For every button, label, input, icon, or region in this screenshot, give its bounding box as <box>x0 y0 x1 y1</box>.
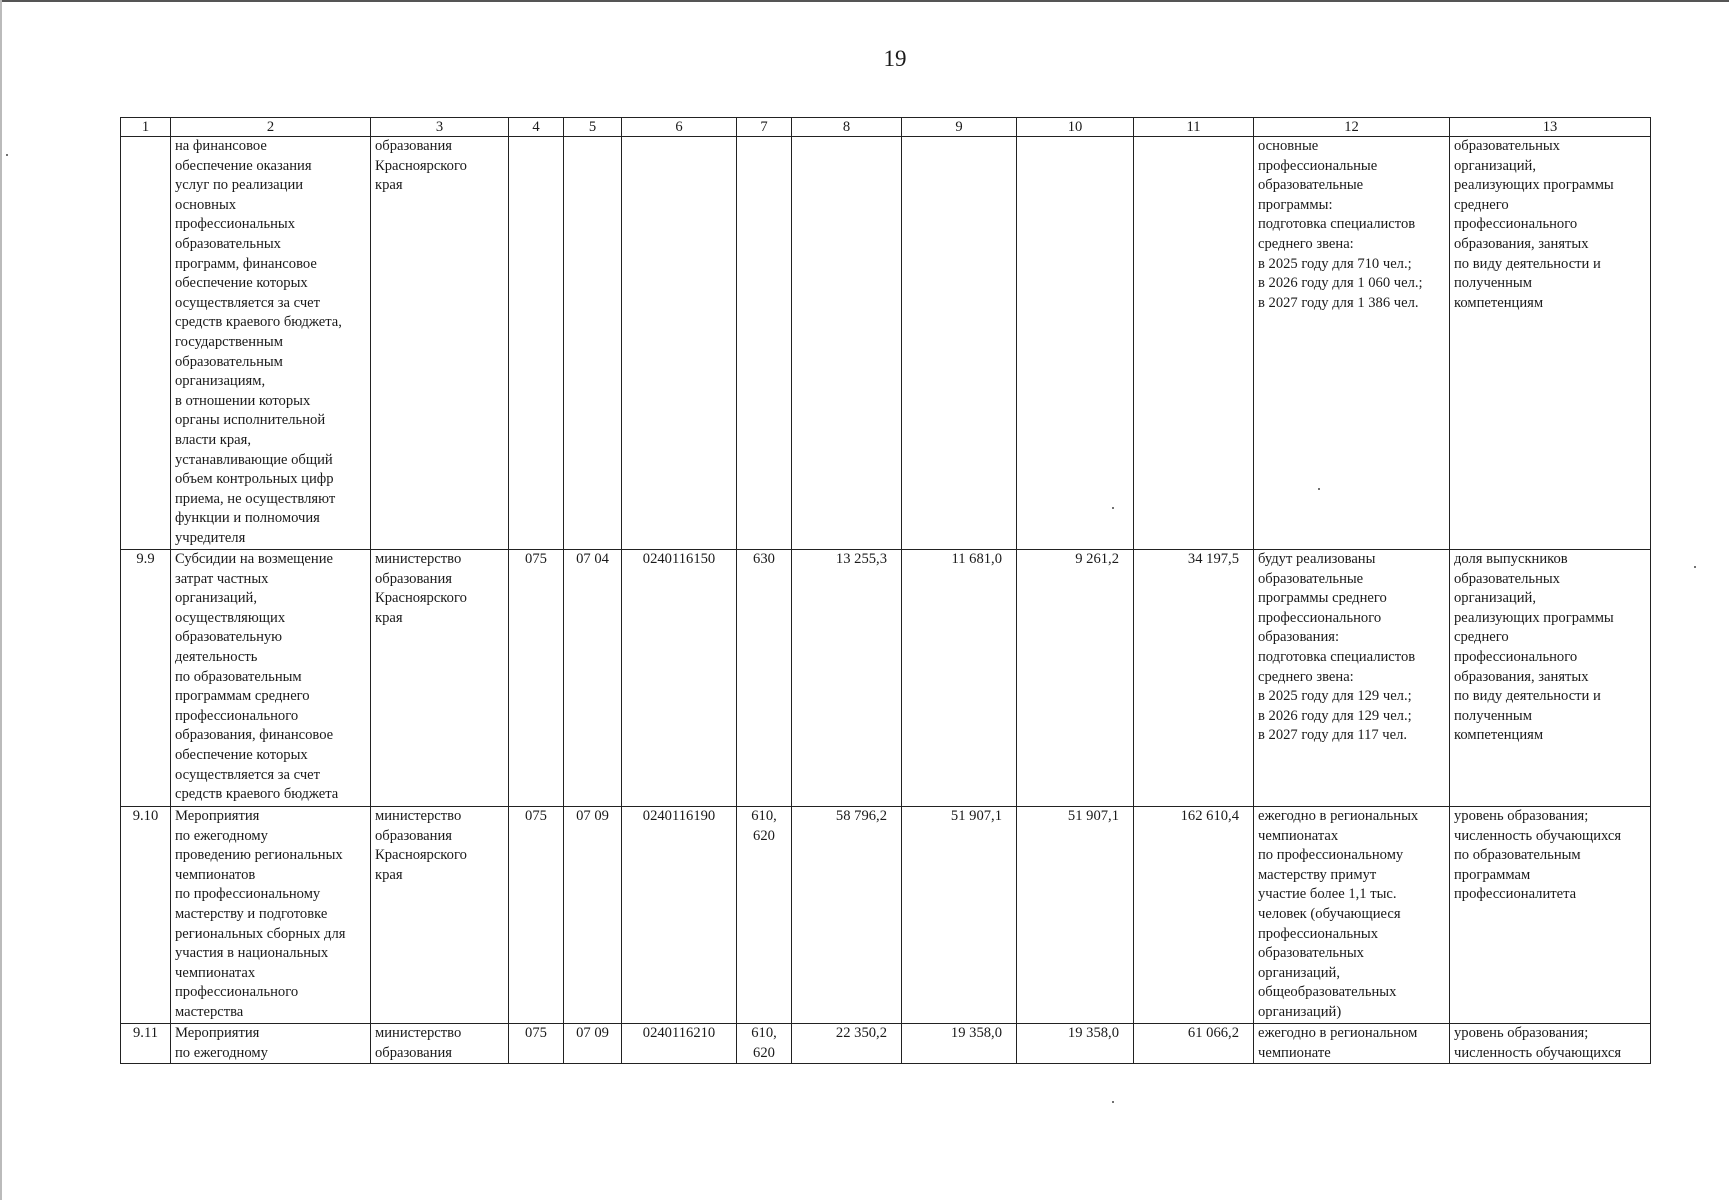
row-number: 9.9 <box>121 550 171 807</box>
scan-edge-top <box>0 0 1729 2</box>
table-row <box>121 137 1651 550</box>
measure-name: Мероприятия по ежегодному <box>171 1024 371 1064</box>
amount-total: 61 066,2 <box>1134 1024 1254 1064</box>
grbs-code <box>509 137 564 550</box>
table-row <box>121 550 1651 807</box>
grbs-code: 075 <box>509 807 564 1024</box>
header-cell: 13 <box>1450 118 1651 137</box>
header-cell: 2 <box>171 118 371 137</box>
amount-2027: 51 907,1 <box>1017 807 1134 1024</box>
indicator: образовательных организаций, реализующих программы среднего профессионального образования, занятых по виду деятельности и полученным компетенциям <box>1450 137 1651 550</box>
header-cell: 9 <box>902 118 1017 137</box>
scan-speck <box>1112 507 1114 509</box>
amount-2027: 9 261,2 <box>1017 550 1134 807</box>
target-code <box>622 137 737 550</box>
amount-total: 162 610,4 <box>1134 807 1254 1024</box>
section-code: 07 04 <box>564 550 622 807</box>
indicator: уровень образования; численность обучающихся <box>1450 1024 1651 1064</box>
amount-2025 <box>792 137 902 550</box>
header-cell: 1 <box>121 118 171 137</box>
amount-2025: 58 796,2 <box>792 807 902 1024</box>
amount-total: 34 197,5 <box>1134 550 1254 807</box>
header-row <box>121 118 1651 137</box>
measure-name: на финансовое обеспечение оказания услуг по реализации основных профессиональных образовательных программ, финансовое обеспечение которых осуществляется за счет средств краевого бюджета, государственным образовательным организациям, в отношении которых органы исполнительной власти края, устанавливающие общий объем контрольных цифр приема, не осуществляют функции и полномочия учредителя <box>171 137 371 550</box>
section-code: 07 09 <box>564 1024 622 1064</box>
expected-result: будут реализованы образовательные программы среднего профессионального образования: подготовка специалистов среднего звена: в 2025 году для 129 чел.; в 2026 году для 129 чел.; в 2027 году для 117 чел. <box>1254 550 1450 807</box>
table-row <box>121 1024 1651 1064</box>
indicator: доля выпускников образовательных организаций, реализующих программы среднего профессионального образования, занятых по виду деятельности и полученным компетенциям <box>1450 550 1651 807</box>
scan-edge-left <box>0 0 2 1200</box>
indicator: уровень образования; численность обучающихся по образовательным программам профессионалитета <box>1450 807 1651 1024</box>
header-cell: 11 <box>1134 118 1254 137</box>
amount-2026: 11 681,0 <box>902 550 1017 807</box>
expected-result: основные профессиональные образовательные программы: подготовка специалистов среднего звена: в 2025 году для 710 чел.; в 2026 году для 1 060 чел.; в 2027 году для 1 386 чел. <box>1254 137 1450 550</box>
scan-speck <box>6 154 8 156</box>
section-code <box>564 137 622 550</box>
responsible-executor: министерство образования Красноярского края <box>371 807 509 1024</box>
target-code: 0240116210 <box>622 1024 737 1064</box>
responsible-executor: министерство образования Красноярского края <box>371 550 509 807</box>
row-number <box>121 137 171 550</box>
header-cell: 7 <box>737 118 792 137</box>
responsible-executor: министерство образования <box>371 1024 509 1064</box>
grbs-code: 075 <box>509 550 564 807</box>
measure-name: Мероприятия по ежегодному проведению региональных чемпионатов по профессиональному мастерству и подготовке региональных сборных для участия в национальных чемпионатах профессионального мастерства <box>171 807 371 1024</box>
expected-result: ежегодно в региональных чемпионатах по профессиональному мастерству примут участие более 1,1 тыс. человек (обучающиеся профессиональных образовательных организаций, общеобразовательных организаций) <box>1254 807 1450 1024</box>
header-cell: 5 <box>564 118 622 137</box>
amount-2027 <box>1017 137 1134 550</box>
header-cell: 4 <box>509 118 564 137</box>
expense-type-code: 610, 620 <box>737 807 792 1024</box>
header-cell: 6 <box>622 118 737 137</box>
amount-2026: 19 358,0 <box>902 1024 1017 1064</box>
expected-result: ежегодно в региональном чемпионате <box>1254 1024 1450 1064</box>
scan-speck <box>1112 1101 1114 1103</box>
expense-type-code: 630 <box>737 550 792 807</box>
target-code: 0240116150 <box>622 550 737 807</box>
header-cell: 12 <box>1254 118 1450 137</box>
amount-2025: 22 350,2 <box>792 1024 902 1064</box>
measure-name: Субсидии на возмещение затрат частных организаций, осуществляющих образовательную деятельность по образовательным программам среднего профессионального образования, финансовое обеспечение которых осуществляется за счет средств краевого бюджета <box>171 550 371 807</box>
amount-total <box>1134 137 1254 550</box>
row-number: 9.10 <box>121 807 171 1024</box>
header-cell: 8 <box>792 118 902 137</box>
amount-2026: 51 907,1 <box>902 807 1017 1024</box>
budget-table <box>120 117 1651 1064</box>
amount-2026 <box>902 137 1017 550</box>
scan-speck <box>1694 566 1696 568</box>
row-number: 9.11 <box>121 1024 171 1064</box>
target-code: 0240116190 <box>622 807 737 1024</box>
grbs-code: 075 <box>509 1024 564 1064</box>
table-row <box>121 807 1651 1024</box>
scan-speck <box>1318 488 1320 490</box>
header-cell: 10 <box>1017 118 1134 137</box>
responsible-executor: образования Красноярского края <box>371 137 509 550</box>
expense-type-code: 610, 620 <box>737 1024 792 1064</box>
expense-type-code <box>737 137 792 550</box>
amount-2025: 13 255,3 <box>792 550 902 807</box>
section-code: 07 09 <box>564 807 622 1024</box>
amount-2027: 19 358,0 <box>1017 1024 1134 1064</box>
page-number: 19 <box>883 46 907 71</box>
header-cell: 3 <box>371 118 509 137</box>
